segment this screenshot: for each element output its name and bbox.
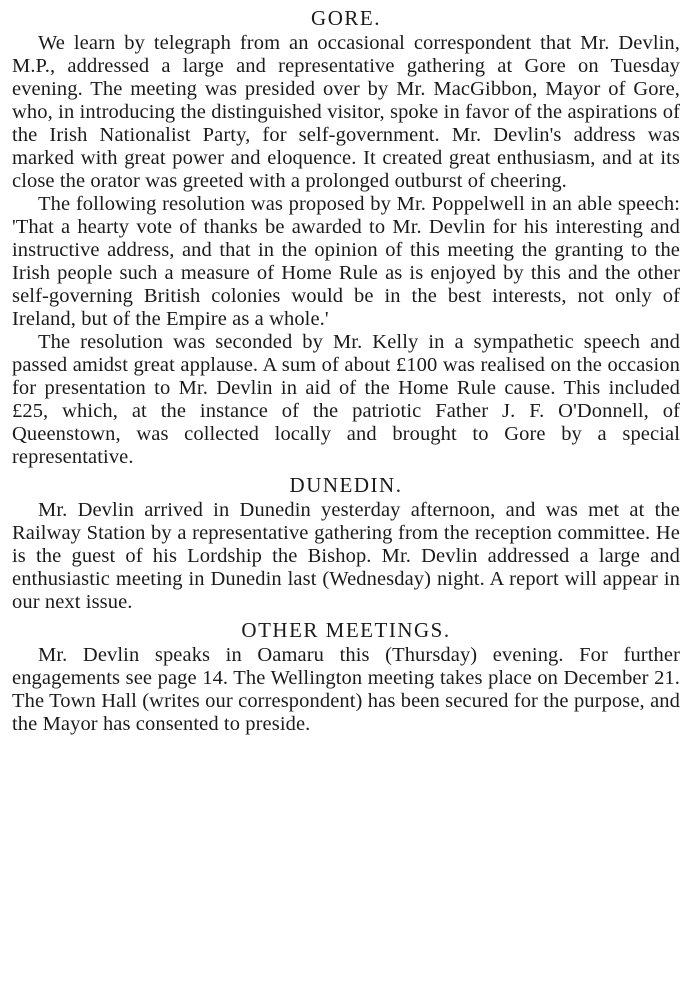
article-column	[12, 4, 680, 736]
section-gore	[12, 4, 680, 469]
section-other-meetings	[12, 616, 680, 736]
section-heading: OTHER MEETINGS.	[241, 618, 451, 642]
article-paragraph: The following resolution was proposed by Mr. Poppelwell in an able speech: 'That a hearty vote of thanks be awarded to Mr. Devlin for his interesting and instructive address, and that in the opinion of this meeting the granting to the Irish people such a measure of Home Rule as is enjoyed by this and the other self-governing British colonies would be in the best interests, not only of Ireland, but of the Empire as a whole.'	[12, 193, 680, 330]
article-paragraph: We learn by telegraph from an occasional correspondent that Mr. Devlin, M.P., addressed a large and representative gathering at Gore on Tuesday evening. The meeting was presided over by Mr. MacGibbon, Mayor of Gore, who, in introducing the distinguished visitor, spoke in favor of the aspirations of the Irish Nationalist Party, for self-government. Mr. Devlin's address was marked with great power and eloquence. It created great enthusiasm, and at its close the orator was greeted with a prolonged outburst of cheering.	[12, 32, 680, 192]
section-heading: GORE.	[311, 6, 381, 30]
section-dunedin	[12, 471, 680, 614]
article-paragraph: The resolution was seconded by Mr. Kelly in a sympathetic speech and passed amidst great applause. A sum of about £100 was realised on the occasion for presentation to Mr. Devlin in aid of the Home Rule cause. This included £25, which, at the instance of the patriotic Father J. F. O'Donnell, of Queenstown, was collected locally and brought to Gore by a special representative.	[12, 331, 680, 468]
section-heading: DUNEDIN.	[289, 473, 403, 497]
article-paragraph: Mr. Devlin arrived in Dunedin yesterday afternoon, and was met at the Railway Station by a representative gathering from the reception committee. He is the guest of his Lordship the Bishop. Mr. Devlin addressed a large and enthusiastic meeting in Dunedin last (Wednesday) night. A report will appear in our next issue.	[12, 499, 680, 613]
article-paragraph: Mr. Devlin speaks in Oamaru this (Thursday) evening. For further engagements see page 14. The Wellington meeting takes place on December 21. The Town Hall (writes our correspondent) has been secured for the purpose, and the Mayor has consented to preside.	[12, 644, 680, 735]
